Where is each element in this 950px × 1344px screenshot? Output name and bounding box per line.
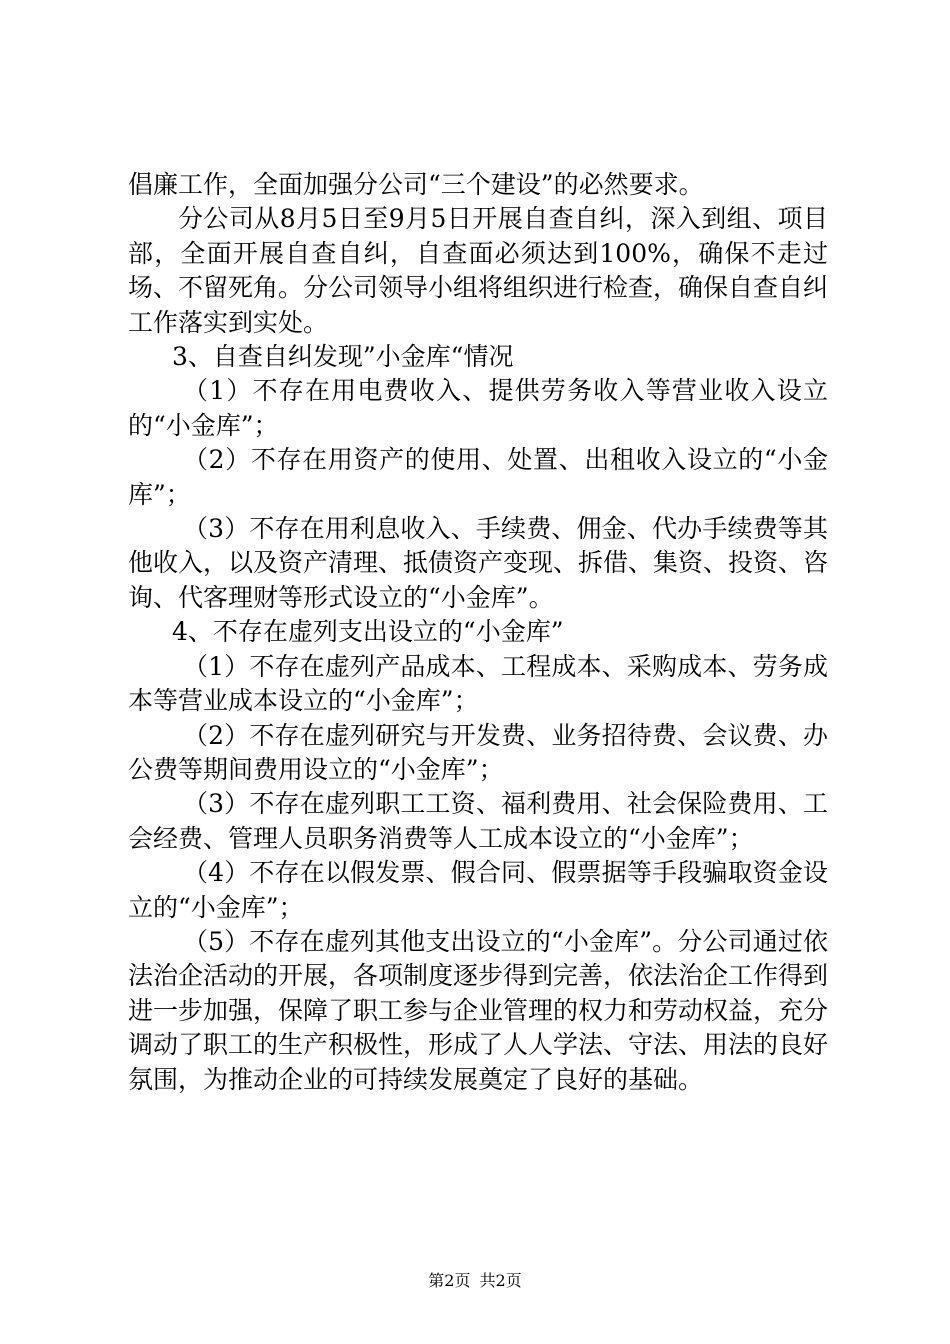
page-number: 第2页	[428, 1271, 471, 1290]
page-footer	[0, 1271, 950, 1291]
list-item-4-1: （1）不存在虚列产品成本、工程成本、采购成本、劳务成本等营业成本设立的“小金库”；	[128, 651, 828, 716]
section-heading-3: 3、自查自纠发现”小金库“情况	[172, 342, 514, 372]
list-item-3-2: （2）不存在用资产的使用、处置、出租收入设立的“小金库”；	[128, 445, 828, 509]
list-item-3-1: （1）不存在用电费收入、提供劳务收入等营业收入设立的“小金库”；	[128, 376, 828, 440]
section-heading-4: 4、不存在虚列支出设立的“小金库”	[172, 617, 564, 647]
list-item-4-3: （3）不存在虚列职工工资、福利费用、社会保险费用、工会经费、管理人员职务消费等人工成本设立的“小金库”；	[128, 789, 828, 853]
paragraph-continuation: 倡廉工作，全面加强分公司“三个建设”的必然要求。	[128, 170, 704, 199]
list-item-4-5: （5）不存在虚列其他支出设立的“小金库”。分公司通过依法治企活动的开展，各项制度逐步得到完善，依法治企工作得到进一步加强，保障了职工参与企业管理的权力和劳动权益，充分调动了职工的生产积极性，形成了人人学法、守法、用法的良好氛围，为推动企业的可持续发展奠定了良好的基础。	[128, 926, 829, 1094]
paragraph-self-check: 分公司从8月5日至9月5日开展自查自纠，深入到组、项目部，全面开展自查自纠，自查面必须达到100%，确保不走过场、不留死角。分公司领导小组将组织进行检查，确保自查自纠工作落实到实处。	[128, 204, 829, 337]
list-item-4-2: （2）不存在虚列研究与开发费、业务招待费、会议费、办公费等期间费用设立的“小金库”；	[128, 720, 828, 784]
list-item-4-4: （4）不存在以假发票、假合同、假票据等手段骗取资金设立的“小金库”；	[128, 858, 828, 922]
page-total: 共2页	[479, 1271, 522, 1290]
document-body	[128, 168, 828, 1097]
list-item-3-3: （3）不存在用利息收入、手续费、佣金、代办手续费等其他收入，以及资产清理、抵债资产变现、拆借、集资、投资、咨询、代客理财等形式设立的“小金库”。	[128, 514, 829, 612]
